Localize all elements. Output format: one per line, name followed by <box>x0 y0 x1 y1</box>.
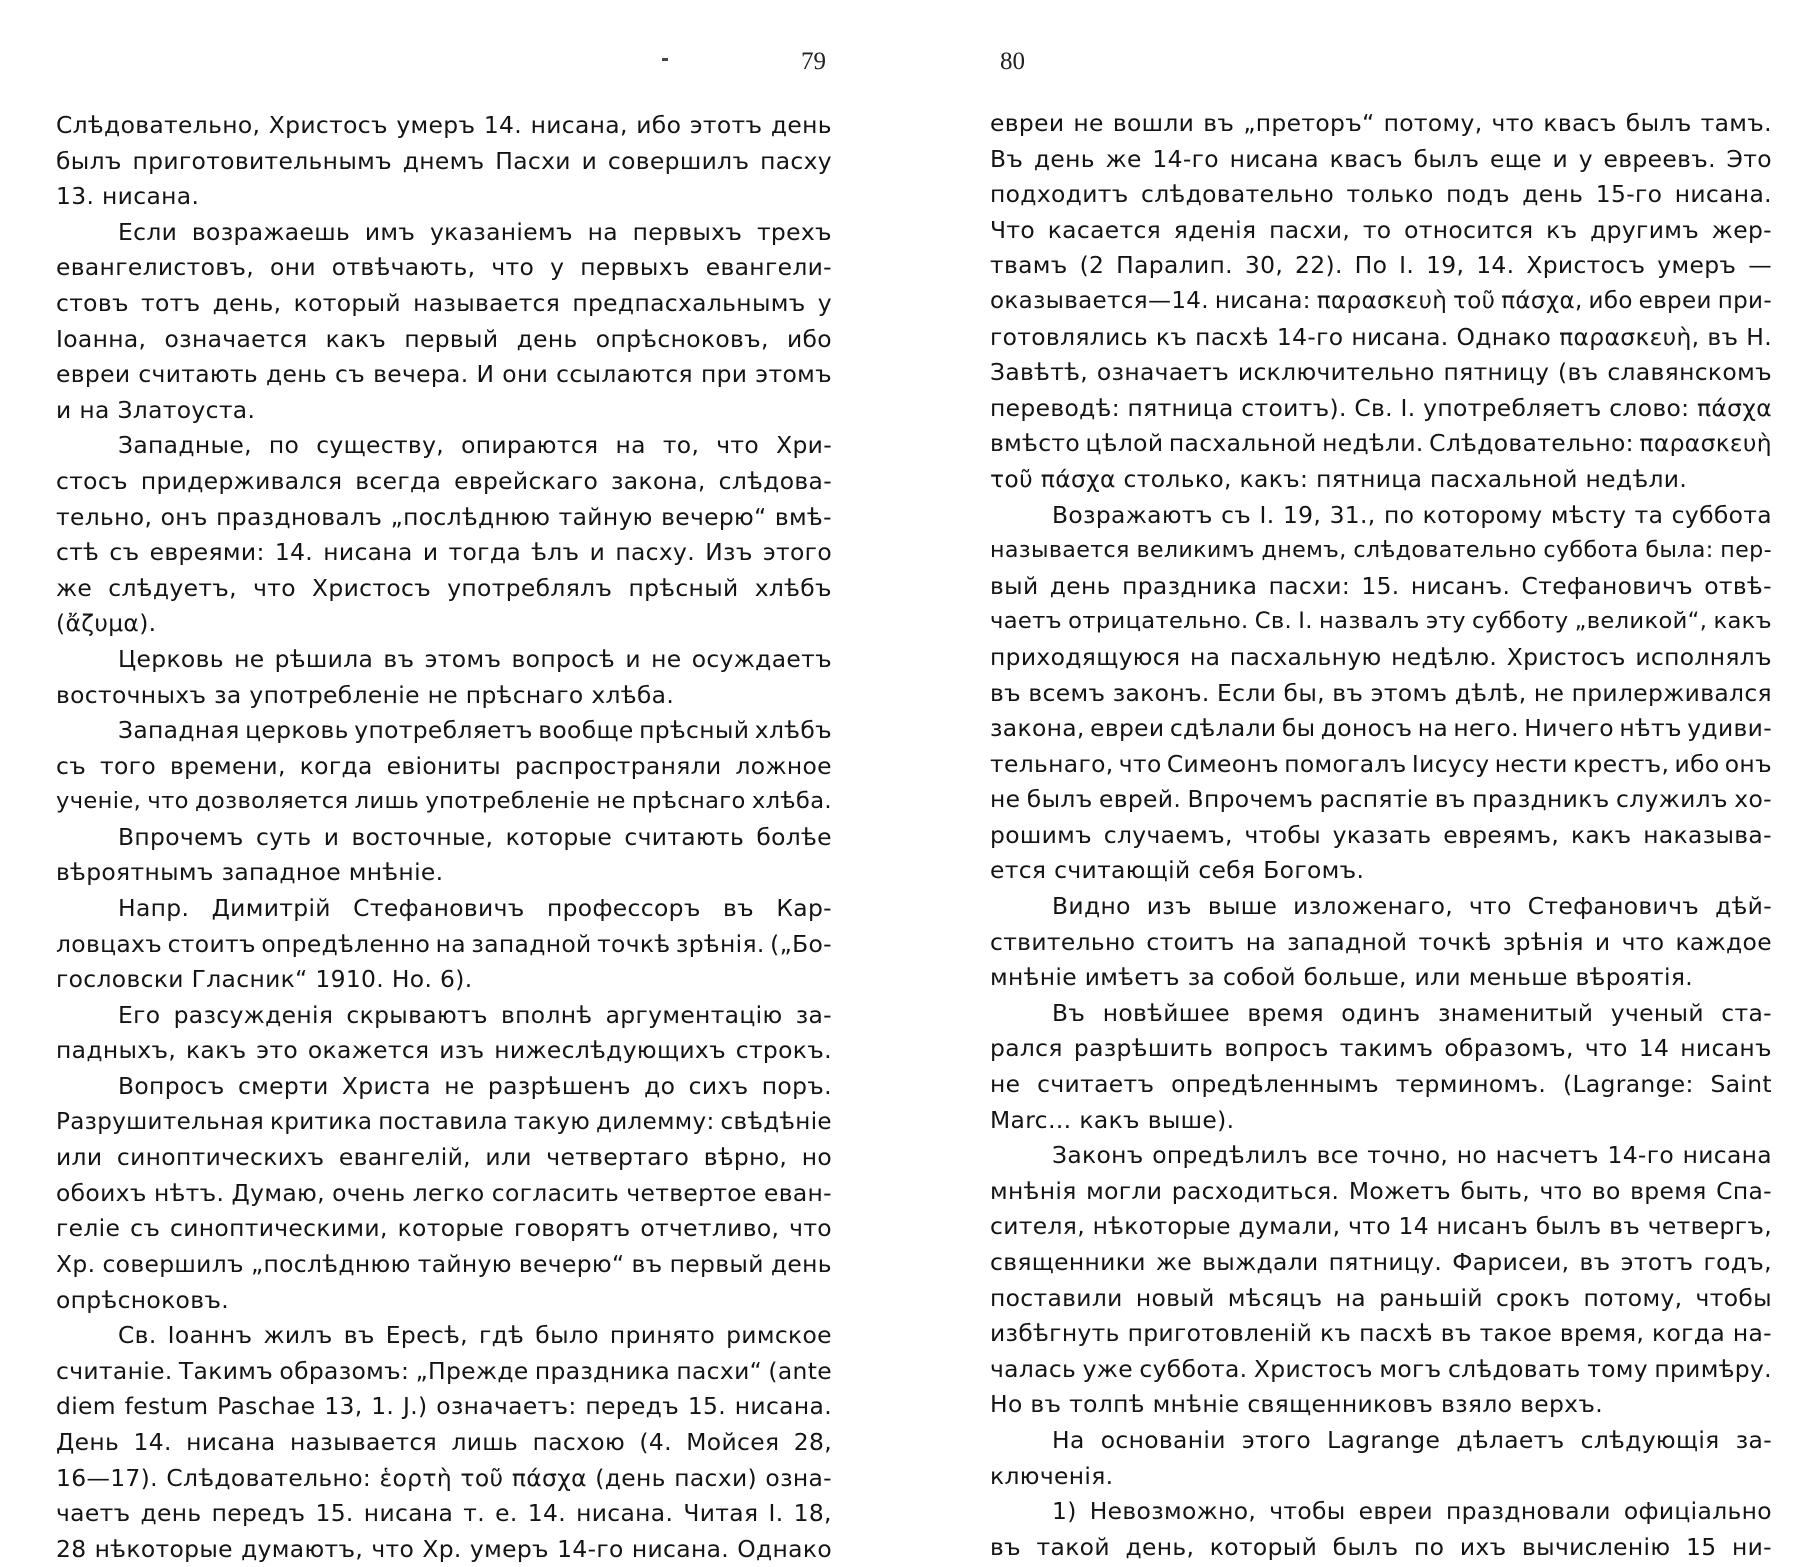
text-line: рался разрѣшить вопросъ такимъ образомъ, что 14 нисанъ <box>990 1034 1772 1063</box>
text-line: съ того времени, когда евіониты распространяли ложное <box>56 751 832 780</box>
text-line: Западные, по существу, опираются на то, что Хри- <box>118 431 832 460</box>
text-line: Его разсужденія скрываютъ вполнѣ аргументацію за- <box>118 1000 832 1029</box>
text-line: 1) Невозможно, чтобы евреи праздновали офиціально <box>1052 1497 1772 1526</box>
text-line: Хр. совершилъ „послѣднюю тайную вечерю“ въ первый день <box>56 1250 832 1278</box>
text-line: Впрочемъ суть и восточные, которые считають болѣе <box>118 822 832 851</box>
text-line: закона, евреи сдѣлали бы доносъ на него. Ничего нѣтъ удиви- <box>990 714 1772 743</box>
text-line: ключенія. <box>990 1461 1114 1490</box>
text-line: Напр. Димитрій Стефановичъ профессоръ въ Кар- <box>118 894 832 923</box>
text-line: Возражаютъ съ І. 19, 31., по которому мѣсту та суббота <box>1052 500 1772 529</box>
text-line: поставили новый мѣсяцъ на раньшій срокъ потому, чтобы <box>990 1283 1772 1312</box>
text-line: избѣгнуть приготовленій къ пасхѣ въ такое время, когда на- <box>990 1319 1772 1348</box>
text-line: евангелистовъ, они отвѣчають, что у первыхъ евангели- <box>56 253 832 282</box>
text-line: тельнаго, что Симеонъ помогалъ Іисусу нести крестъ, ибо онъ <box>990 749 1772 778</box>
text-line: гословски Гласник“ 1910. Но. 6). <box>56 965 473 994</box>
text-line: мнѣнія могли расходиться. Можетъ быть, что во время Спа- <box>990 1176 1772 1205</box>
text-line: Западная церковь употребляетъ вообще прѣсный хлѣбъ <box>118 716 832 745</box>
text-line: чаетъ день передъ 15. нисана т. е. 14. нисана. Читая І. 18, <box>56 1499 832 1528</box>
text-line: считаніе. Такимъ образомъ: „Прежде праздника пасхи“ (ante <box>56 1356 832 1385</box>
text-line: Въ новѣйшее время одинъ знаменитый ученый ста- <box>1052 998 1772 1027</box>
text-line: и на Златоуста. <box>56 395 256 424</box>
text-line: 16—17). Слѣдовательно: ἑορτὴ τοῦ πάσχα (день пасхи) озна- <box>56 1463 832 1492</box>
text-line: обоихъ нѣтъ. Думаю, очень легко согласить четвертое еван- <box>56 1178 832 1207</box>
text-line: подходитъ слѣдовательно только подъ день 15-го нисана. <box>990 180 1772 209</box>
text-line: рошимъ случаемъ, чтобы указать евреямъ, какъ наказыва- <box>990 820 1772 849</box>
text-line: геліе съ синоптическими, которые говорятъ отчетливо, что <box>56 1214 832 1243</box>
text-line: ется считающій себя Богомъ. <box>990 856 1365 885</box>
text-line: вѣроятнымъ западное мнѣніе. <box>56 858 444 887</box>
page-body-text <box>990 106 1772 1565</box>
text-line: не считаетъ опредѣленнымъ терминомъ. (Lagrange: Saint <box>990 1070 1772 1099</box>
text-line: Церковь не рѣшила въ этомъ вопросѣ и не осуждаетъ <box>118 644 832 673</box>
text-line: падныхъ, какъ это окажется изъ нижеслѣдующихъ строкъ. <box>56 1036 832 1065</box>
text-line: (ἄζυμα). <box>56 609 157 638</box>
text-line: Въ день же 14-го нисана квасъ былъ еще и у евреевъ. Это <box>990 144 1772 173</box>
right-page <box>906 0 1812 1561</box>
text-line: 13. нисана. <box>56 182 200 211</box>
text-line: мнѣніе имѣетъ за собой больше, или меньше вѣроятія. <box>990 963 1694 992</box>
text-line: Слѣдовательно, Христосъ умеръ 14. нисана, ибо этотъ день <box>56 111 832 139</box>
text-line: Законъ опредѣлилъ все точно, но насчетъ 14-го нисана <box>1052 1141 1772 1170</box>
text-line: Св. Іоаннъ жилъ въ Ересѣ, гдѣ было принято римское <box>118 1321 832 1350</box>
left-page <box>0 0 906 1563</box>
text-line: тельно, онъ праздновалъ „послѣднюю тайную вечерю“ вмѣ- <box>56 502 832 531</box>
text-line: Іоанна, означается какъ первый день опрѣсноковъ, ибо <box>56 324 832 353</box>
text-line: твамъ (2 Паралип. 30, 22). По І. 19, 14. Христосъ умеръ — <box>990 251 1772 280</box>
text-line: же слѣдуетъ, что Христосъ употреблялъ прѣсный хлѣбъ <box>56 573 832 602</box>
text-line: чалась уже суббота. Христосъ могъ слѣдовать тому примѣру. <box>990 1354 1772 1383</box>
text-line: готовлялись къ пасхѣ 14-го нисана. Однако παρασκευὴ, въ Н. <box>990 322 1772 351</box>
text-line: Разрушительная критика поставила такую дилемму: свѣдѣніе <box>56 1108 832 1135</box>
text-line: Вопросъ смерти Христа не разрѣшенъ до сихъ поръ. <box>118 1072 832 1101</box>
text-line: стовъ тотъ день, который называется предпасхальнымъ у <box>56 288 832 317</box>
text-line: Видно изъ выше изложенаго, что Стефановичъ дѣй- <box>1052 892 1772 921</box>
page-number: 79 <box>801 48 826 75</box>
text-line: День 14. нисана называется лишь пасхою (4. Мойсея 28, <box>56 1427 832 1456</box>
text-line: Но въ толпѣ мнѣніе священниковъ взяло верхъ. <box>990 1390 1604 1419</box>
text-line: Завѣтѣ, означаетъ исключительно пятницу (въ славянскомъ <box>990 358 1772 387</box>
text-line: приходящуюся на пасхальную недѣлю. Христосъ исполнялъ <box>990 642 1772 671</box>
text-line: Marc… какъ выше). <box>990 1105 1235 1134</box>
text-line: называется великимъ днемъ, слѣдовательно суббота была: пер- <box>990 537 1772 564</box>
text-line: На основаніи этого Lagrange дѣлаетъ слѣдующія за- <box>1052 1425 1772 1454</box>
text-line: священники же выждали пятницу. Фарисеи, въ этотъ годъ, <box>990 1248 1772 1276</box>
text-line: Что касается яденія пасхи, то относится къ другимъ жер- <box>990 215 1772 244</box>
text-line: переводѣ: пятница стоитъ). Св. І. употребляетъ слово: πάσχα <box>990 393 1772 422</box>
text-line: вый день праздника пасхи: 15. нисанъ. Стефановичъ отвѣ- <box>990 571 1772 600</box>
text-line: ученіе, что дозволяется лишь употребленіе не прѣснаго хлѣба. <box>56 788 832 815</box>
text-line: diem festum Paschae 13, 1. J.) означаетъ: передъ 15. нисана. <box>56 1392 832 1421</box>
print-mark <box>662 58 668 61</box>
text-line: или синоптическихъ евангелій, или четвертаго вѣрно, но <box>56 1143 832 1172</box>
text-line: 28 нѣкоторые думаютъ, что Хр. умеръ 14-го нисана. Однако <box>56 1534 832 1563</box>
text-line: евреи не вошли въ „преторъ“ потому, что квасъ былъ тамъ. <box>990 109 1772 137</box>
text-line: вмѣсто цѣлой пасхальной недѣли. Слѣдовательно: παρασκευὴ <box>990 429 1772 458</box>
text-line: стосъ придерживался всегда еврейскаго закона, слѣдова- <box>56 466 832 495</box>
text-line: въ всемъ законъ. Если бы, въ этомъ дѣлѣ, не прилерживался <box>990 678 1772 707</box>
text-line: чаетъ отрицательно. Св. І. назвалъ эту субботу „великой“, какъ <box>990 608 1772 635</box>
text-line: τοῦ πάσχα столько, какъ: пятница пасхальной недѣли. <box>990 464 1688 493</box>
text-line: ствительно стоитъ на западной точкѣ зрѣнія и что каждое <box>990 927 1772 956</box>
text-line: не былъ еврей. Впрочемъ распятіе въ праздникъ служилъ хо- <box>990 785 1772 814</box>
text-line: въ такой день, который былъ по ихъ вычисленію 15 ни- <box>990 1532 1772 1561</box>
text-line: евреи считають день съ вечера. И они ссылаются при этомъ <box>56 360 832 389</box>
page-number: 80 <box>1000 48 1025 75</box>
text-line: ловцахъ стоитъ опредѣленно на западной точкѣ зрѣнія. („Бо- <box>56 929 832 958</box>
text-line: восточныхъ за употребленіе не прѣснаго хлѣба. <box>56 680 675 709</box>
text-line: Если возражаешь имъ указаніемъ на первыхъ трехъ <box>118 217 832 246</box>
text-line: былъ приготовительнымъ днемъ Пасхи и совершилъ пасху <box>56 146 832 175</box>
text-line: сителя, нѣкоторые думали, что 14 нисанъ былъ въ четвергъ, <box>990 1212 1772 1241</box>
page-body-text <box>56 108 832 1567</box>
text-line: опрѣсноковъ. <box>56 1285 230 1314</box>
text-line: оказывается—14. нисана: παρασκευὴ τοῦ πάσχα, ибо евреи при- <box>990 287 1772 314</box>
text-line: стѣ съ евреями: 14. нисана и тогда ѣлъ и пасху. Изъ этого <box>56 538 832 567</box>
